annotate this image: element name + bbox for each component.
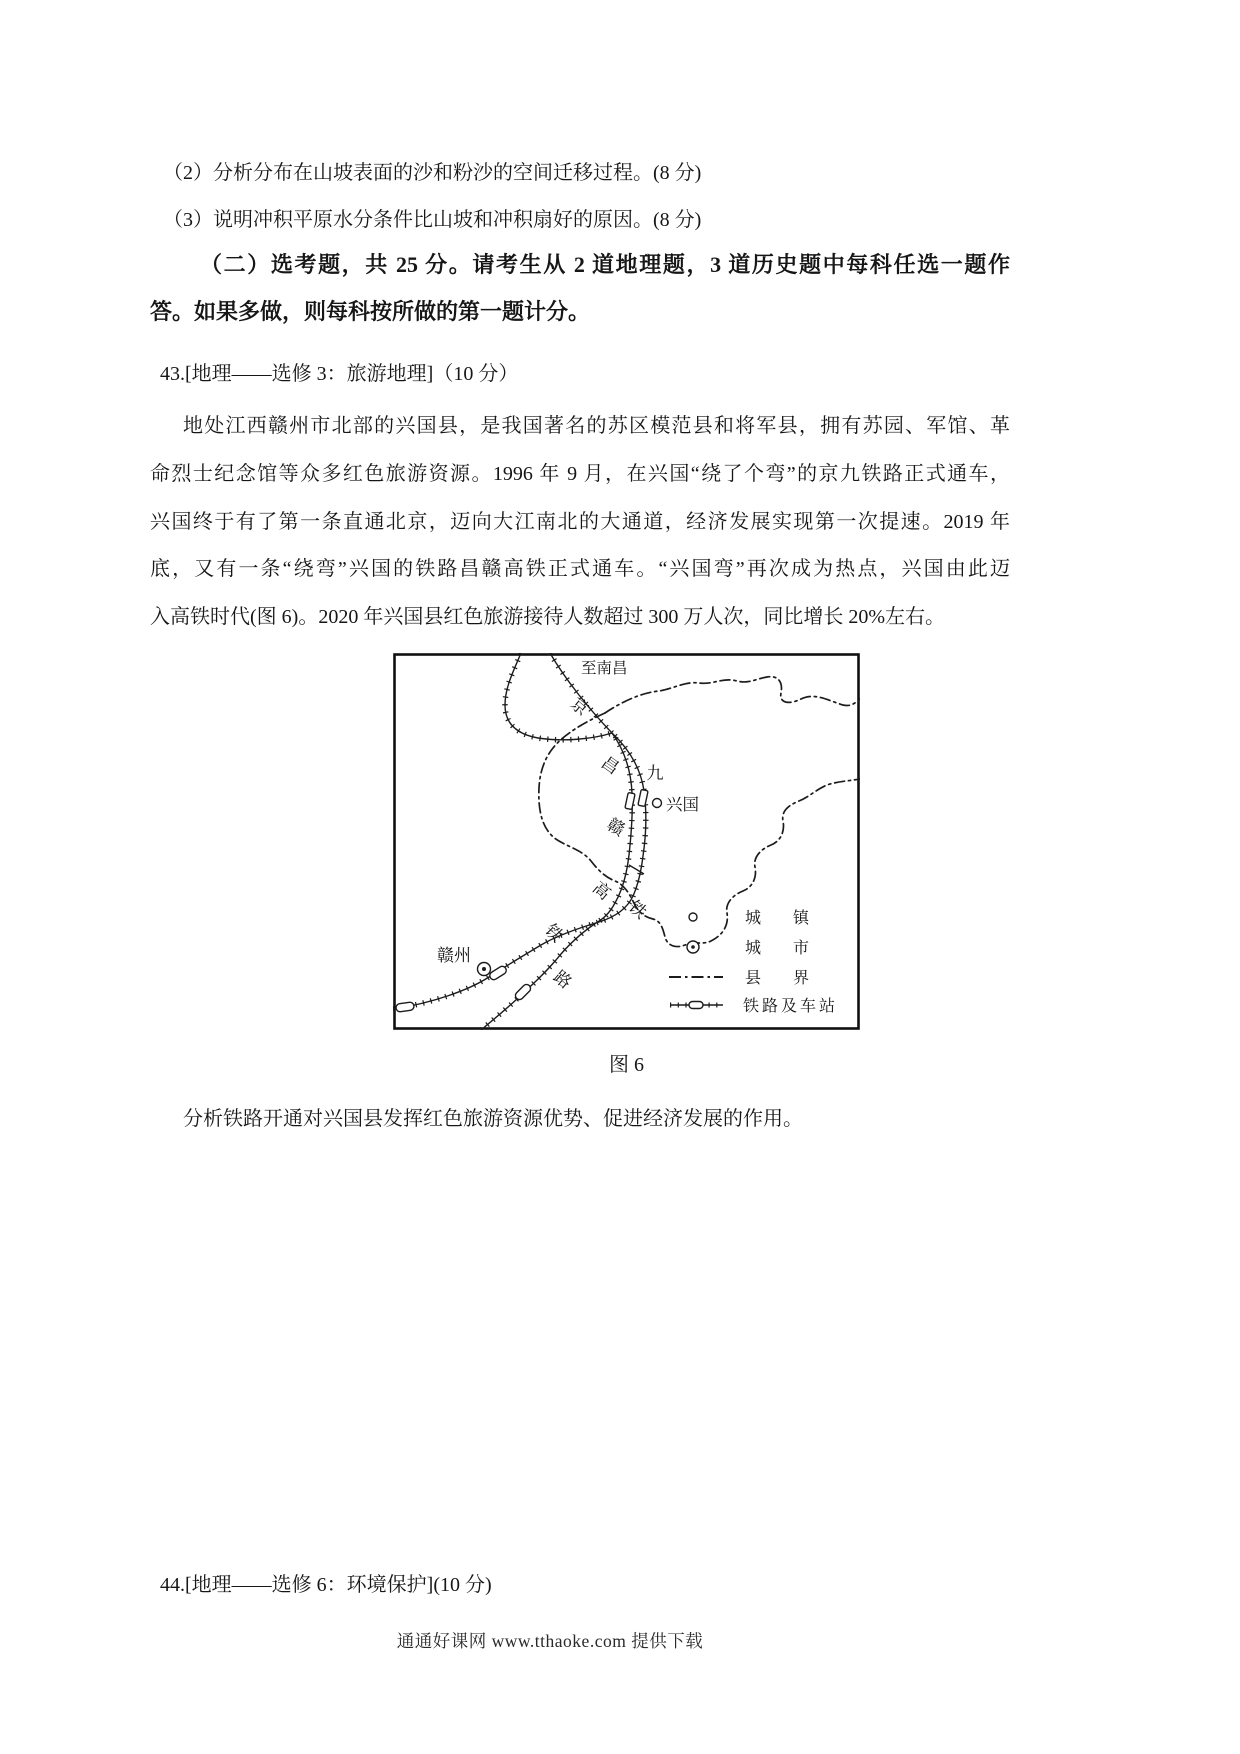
rail-label-jing: 京 bbox=[566, 694, 593, 720]
rail-label-tie: 铁 bbox=[541, 920, 567, 946]
q43-paragraph-line: 底，又有一条“绕弯”兴国的铁路昌赣高铁正式通车。“兴国弯”再次成为热点，兴国由此迈 bbox=[150, 558, 1010, 580]
q43-paragraph-line: 命烈士纪念馆等众多红色旅游资源。1996 年 9 月，在兴国“绕了个弯”的京九铁路正式通车， bbox=[150, 463, 1010, 485]
question-44-title: 44.[地理——选修 6：环境保护](10 分) bbox=[160, 1574, 492, 1596]
legend-town-label: 城 镇 bbox=[745, 910, 810, 927]
city-symbol-ganzhou bbox=[478, 963, 491, 976]
legend-city-symbol-dot bbox=[691, 945, 695, 949]
question-43-task: 分析铁路开通对兴国县发挥红色旅游资源优势、促进经济发展的作用。 bbox=[183, 1108, 803, 1130]
legend-railway-label: 铁路及车站 bbox=[743, 998, 839, 1015]
legend-town-symbol bbox=[689, 913, 697, 921]
q43-paragraph-line: 地处江西赣州市北部的兴国县，是我国著名的苏区模范县和将军县，拥有苏园、军馆、革 bbox=[183, 415, 1010, 437]
q43-paragraph-line: 入高铁时代(图 6)。2020 年兴国县红色旅游接待人数超过 300 万人次，同比增长 20%左右。 bbox=[150, 606, 945, 628]
figure-caption: 图 6 bbox=[609, 1054, 644, 1076]
legend-boundary-label: 县 界 bbox=[745, 970, 810, 987]
map-figure bbox=[393, 653, 860, 1030]
question-43-title: 43.[地理——选修 3：旅游地理]（10 分） bbox=[160, 363, 519, 385]
town-symbol-xingguo bbox=[653, 799, 662, 808]
rail-label-lu: 路 bbox=[549, 967, 576, 993]
label-to-nanchang: 至南昌 bbox=[581, 660, 628, 677]
question-2: （2）分析分布在山坡表面的沙和粉沙的空间迁移过程。(8 分) bbox=[163, 162, 702, 184]
legend-city-label: 城 市 bbox=[745, 940, 810, 957]
rail-label-gan: 赣 bbox=[603, 814, 628, 840]
section-heading-line-1: （二）选考题，共 25 分。请考生从 2 道地理题，3 道历史题中每科任选一题作 bbox=[200, 252, 1010, 277]
section-heading-line-2: 答。如果多做，则每科按所做的第一题计分。 bbox=[150, 299, 591, 324]
q43-paragraph-line: 兴国终于有了第一条直通北京，迈向大江南北的大通道，经济发展实现第一次提速。2019 年 bbox=[150, 511, 1010, 533]
question-3: （3）说明冲积平原水分条件比山坡和冲积扇好的原因。(8 分) bbox=[163, 209, 702, 231]
xingguo-railway-map bbox=[393, 653, 860, 1030]
label-ganzhou: 赣州 bbox=[437, 946, 471, 965]
footer-watermark: 通通好课网 www.tthaoke.com 提供下载 bbox=[396, 1631, 704, 1651]
rail-label-chang: 昌 bbox=[597, 752, 623, 779]
rail-label-gao: 高 bbox=[588, 878, 615, 904]
rail-label-tie2: 铁 bbox=[624, 897, 651, 923]
label-xingguo: 兴国 bbox=[666, 795, 699, 814]
rail-label-jiu: 九 bbox=[646, 764, 664, 783]
station-marker bbox=[396, 1002, 415, 1012]
